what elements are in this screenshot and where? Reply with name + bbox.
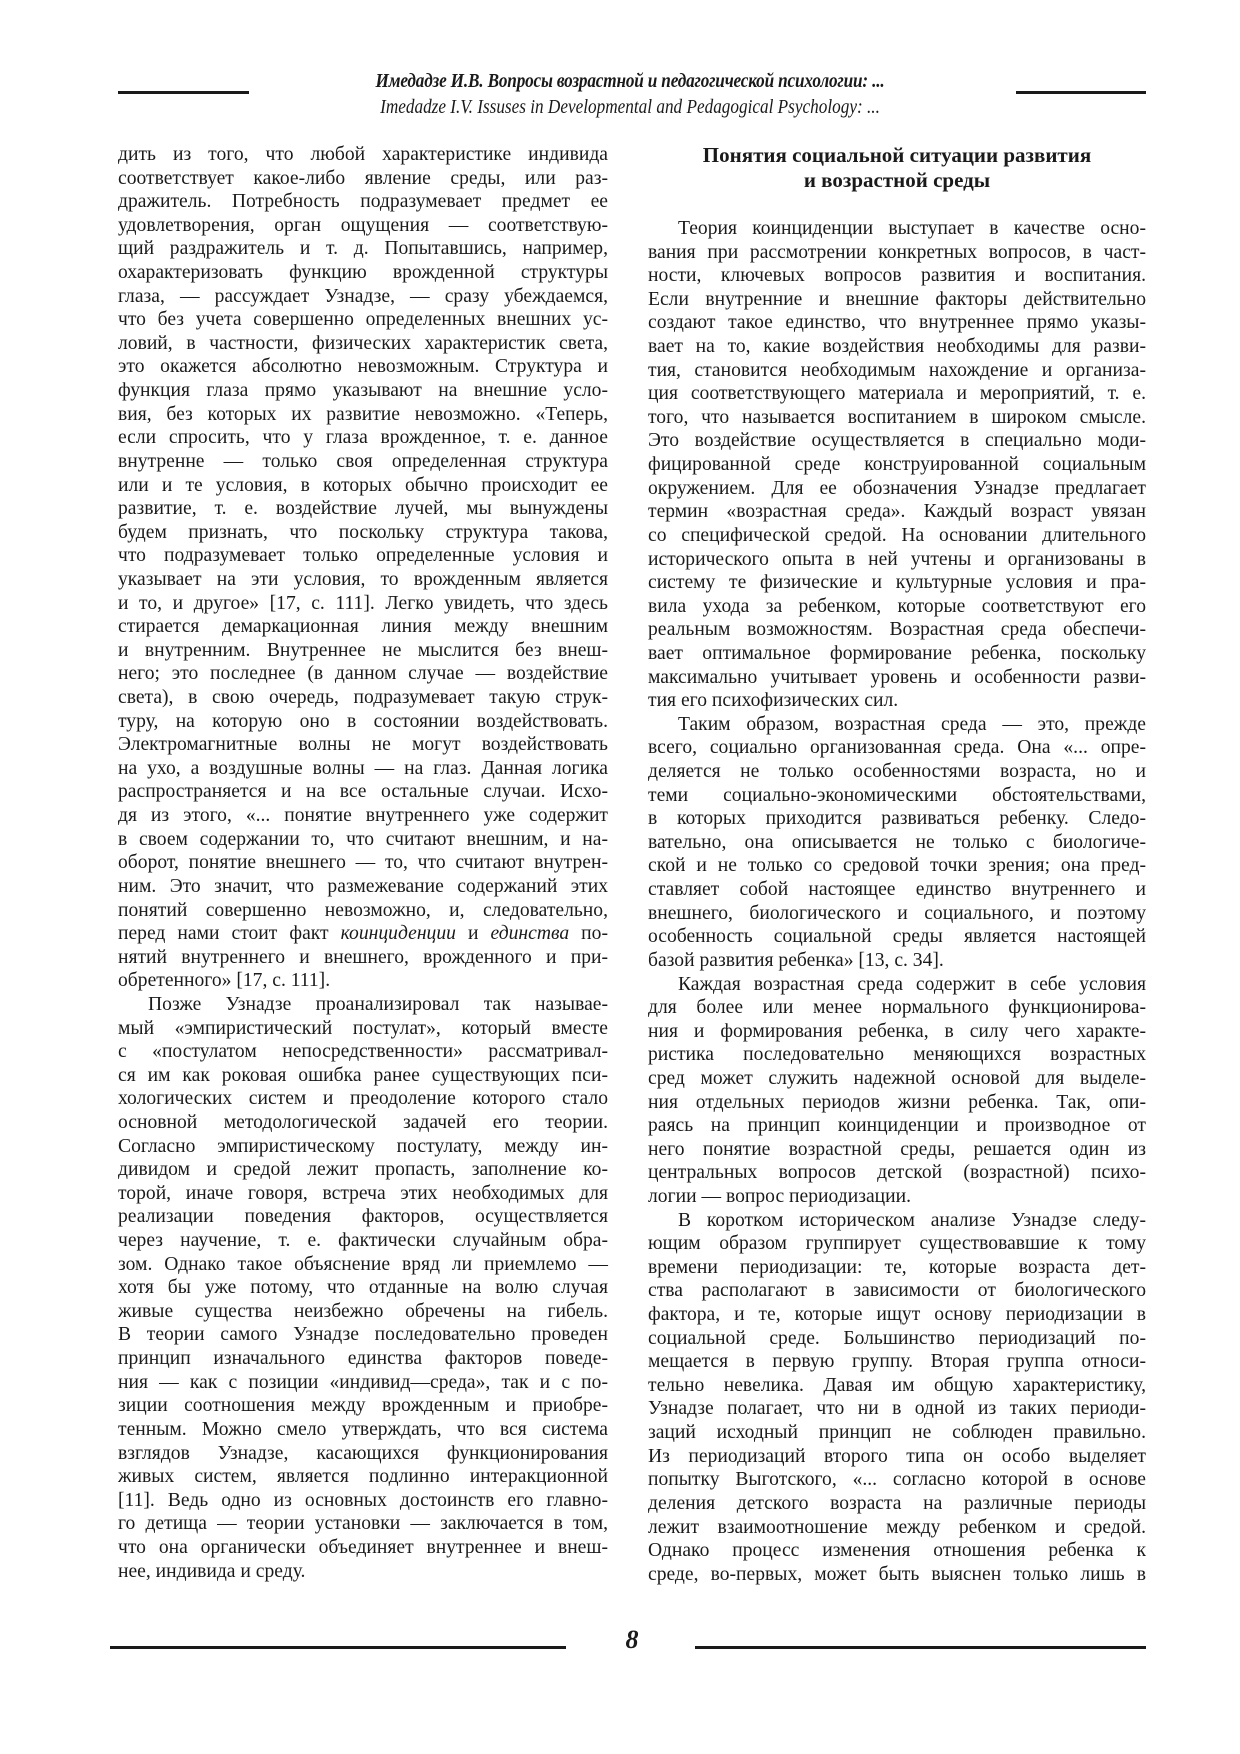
text-line: Согласно эмпиристическому постулату, между ин- [118,1135,608,1157]
paragraph-right-3 [648,973,1146,1209]
left-column [118,143,608,1583]
text-line: на ухо, а воздушные волны — на глаз. Данная логика [118,757,608,779]
text-line: вия, без которых их развитие невозможно. «Теперь, [118,403,608,425]
paragraph-right-4 [648,1209,1146,1587]
text-line: если спросить, что у глаза врожденное, т. е. данное [118,427,608,449]
text-line: указывает на эти условия, то врожденным является [118,568,608,590]
text-line: будем признать, что поскольку структура такова, [118,521,608,543]
text-line: мый «эмпиристический постулат», который вместе [118,1017,608,1039]
text-line: света), в свою очередь, подразумевает такую струк- [118,687,608,709]
text-line: щий раздражитель и т. д. Попытавшись, например, [118,238,608,260]
text-line: всего, социально организованная среда. Она «... опре- [648,737,1146,759]
text-line: соответствует какое-либо явление среды, или раз- [118,167,608,189]
section-heading [648,143,1146,217]
text-line: зиции соотношения между врожденным и приобре- [118,1395,608,1417]
text-line: распространяется и на все остальные случаи. Исхо- [118,781,608,803]
text-line: ся им как роковая ошибка ранее существующих пси- [118,1064,608,1086]
text-line: В коротком историческом анализе Узнадзе следу- [678,1209,1146,1231]
text-line: в своем содержании то, что считают внешним, и на- [118,828,608,850]
text-line: глаза, — рассуждает Узнадзе, — сразу убеждаемся, [118,285,608,307]
text-line: дивидом и средой лежит пропасть, заполнение ко- [118,1159,608,1181]
text-line: [11]. Ведь одно из основных достоинств его главно- [118,1489,608,1511]
text-line: что подразумевает только определенные условия и [118,545,608,567]
text-line: деления детского возраста на различные периоды [648,1492,1146,1514]
text-line: ция соответствующего материала и мероприятий, т. е. [648,383,1146,405]
text-line: принцип изначального единства факторов поведе- [118,1348,608,1370]
text-line: теми социально-экономическими обстоятельствами, [648,784,1146,806]
text-line: фактора, и те, которые ищут основу периодизации в [648,1304,1146,1326]
paragraph-left-1 [118,143,608,922]
text-line: ристика последовательно меняющихся возрастных [648,1044,1146,1066]
section-heading-line-2: и возрастной среды [803,168,991,192]
paragraph-right-1 [648,217,1146,713]
text-line: Однако процесс изменения отношения ребенка к [648,1540,1146,1562]
text-line: реализации поведения факторов, осуществляется [118,1206,608,1228]
text-line: хотя бы уже потому, что отданные на волю случая [118,1277,608,1299]
text-line: понятий совершенно невозможно, и, следовательно, [118,899,608,921]
term-unity: единства [490,923,570,945]
text-line: ности, ключевых вопросов развития и воспитания. [648,265,1146,287]
text-line: логии — вопрос периодизации. [648,1185,911,1207]
text-line: это окажется абсолютно невозможным. Структура и [118,356,608,378]
text-line: ловий, в частности, физических характеристик света, [118,332,608,354]
text-line: стирается демаркационная линия между внешним [118,616,608,638]
text-line: развитие, т. е. воздействие лучей, мы вынуждены [118,498,608,520]
text-line: тия, становится необходимым нахождение и организа- [648,359,1146,381]
text-line: ской и не только со средовой точки зрения; она пред- [648,855,1146,877]
text-line: нее, индивида и среду. [118,1560,306,1582]
footer-rule-left [110,1646,566,1649]
paragraph-left-1-end [118,946,608,993]
text-line: дить из того, что любой характеристике индивида [118,144,608,165]
header-title-en: Imedadze I.V. Issuses in Developmental and Pedagogical Psychology: ... [380,96,880,118]
text-line: ния отдельных периодов жизни ребенка. Так, опи- [648,1091,1146,1113]
text-fragment: по- [569,923,608,945]
text-line: дя из этого, «... понятие внутреннего уже содержит [118,805,608,827]
text-line: исторического опыта в ней учтены и организованы в [648,548,1146,570]
text-line: особенность социальной среды является настоящей [648,926,1146,948]
text-line: и внутренним. Внутреннее не мыслится без внеш- [118,639,608,661]
header-rule-left [118,91,249,94]
text-line: или и те условия, в которых обычно происходит ее [118,474,608,496]
text-fragment: и [455,923,491,945]
text-line: живые существа неизбежно обречены на гибель. [118,1300,608,1322]
text-line: с «постулатом непосредственности» рассматривал- [118,1041,608,1063]
text-line: Таким образом, возрастная среда — это, прежде [678,713,1146,735]
text-line: раясь на принцип коинциденции и производное от [648,1115,1146,1137]
text-line: основной методологической задачей его теории. [118,1111,608,1133]
text-line: функция глаза прямо указывают на внешние усло- [118,380,608,402]
text-line: внутренне — только своя определенная структура [118,450,608,472]
text-line: Электромагнитные волны не могут воздействовать [118,734,608,756]
text-line: Позже Узнадзе проанализировал так называе- [148,993,608,1015]
text-line: тенным. Можно смело утверждать, что вся система [118,1418,608,1440]
text-line: ющим образом группирует существовавшие к тому [648,1233,1146,1255]
text-line: создают такое единство, что внутреннее прямо указы- [648,312,1146,334]
page-number: 8 [625,1625,639,1654]
text-line: ния и формирования ребенка, в силу чего характе- [648,1020,1146,1042]
section-heading-line-1: Понятия социальной ситуации развития [702,143,1092,167]
text-line: вательно, она описывается не только с биологиче- [648,831,1146,853]
text-line-italic [118,922,608,946]
text-line: обретенного» [17, с. 111]. [118,970,331,992]
text-line: туру, на которую оно в состоянии воздействовать. [118,710,608,732]
text-line: лежит взаимоотношение между ребенком и средой. [648,1516,1146,1538]
text-line: Теория коинциденции выступает в качестве осно- [678,218,1146,239]
text-line: ства располагают в зависимости от биологического [648,1280,1146,1302]
text-line: для более или менее нормального функционирова- [648,997,1146,1019]
paragraph-left-2 [118,993,608,1583]
text-line: среде, во-первых, может быть выяснен только лишь в [648,1563,1146,1585]
text-line: тия его психофизических сил. [648,690,899,712]
footer-rule-right [695,1646,1146,1649]
text-line: ния — как с позиции «индивид—среда», так и с по- [118,1371,608,1393]
text-line: Узнадзе полагает, что ни в одной из таких периоди- [648,1398,1146,1420]
text-line: что она органически объединяет внутреннее и внеш- [118,1536,608,1558]
text-line: термин «возрастная среда». Каждый возраст увязан [648,501,1146,523]
text-line: в которых приходится развиваться ребенку. Следо- [648,808,1146,830]
text-line: ним. Это значит, что размежевание содержаний этих [118,875,608,897]
text-line: вила ухода за ребенком, которые соответствуют его [648,595,1146,617]
text-line: со специфической средой. На основании длительного [648,524,1146,546]
text-line: времени периодизации: те, которые возраста дет- [648,1256,1146,1278]
header-rule-right [1016,91,1146,94]
text-line: взглядов Узнадзе, касающихся функционирования [118,1442,608,1464]
right-column [648,143,1146,1586]
text-line: Это воздействие осуществляется в специально моди- [648,430,1146,452]
text-line: Если внутренние и внешние факторы действительно [648,288,1146,310]
text-line: окружением. Для ее обозначения Узнадзе предлагает [648,477,1146,499]
text-line: максимально учитывает уровень и особенности разви- [648,666,1146,688]
text-line: центральных вопросов детской (возрастной) психо- [648,1162,1146,1184]
text-line: зом. Однако такое объяснение вряд ли приемлемо — [118,1253,608,1275]
text-line: го детища — теории установки — заключается в том, [118,1513,608,1535]
text-line: В теории самого Узнадзе последовательно проведен [118,1324,608,1346]
header-title-ru: Имедадзе И.В. Вопросы возрастной и педагогической психологии: ... [375,70,885,92]
text-line: реальным возможностям. Возрастная среда обеспечи- [648,619,1146,641]
text-line: базой развития ребенка» [13, с. 34]. [648,949,944,971]
text-line: живых систем, является подлинно интеракционной [118,1466,608,1488]
text-fragment: перед нами стоит факт [118,923,341,945]
text-line: вает оптимальное формирование ребенка, поскольку [648,642,1146,664]
text-line: оборот, понятие внешнего — то, что считают внутрен- [118,852,608,874]
text-line: того, что называется воспитанием в широком смысле. [648,406,1146,428]
text-line: него; это последнее (в данном случае — воздействие [118,663,608,685]
text-line: нятий внутреннего и внешнего, врожденного и при- [118,946,608,968]
text-line: ставляет собой настоящее единство внутреннего и [648,879,1146,901]
text-line: и то, и другое» [17, с. 111]. Легко увидеть, что здесь [118,592,608,614]
running-header [0,62,1240,122]
text-line: него понятие возрастной среды, решается один из [648,1138,1146,1160]
text-line: дражитель. Потребность подразумевает предмет ее [118,191,608,213]
text-line: через научение, т. е. фактически случайным обра- [118,1230,608,1252]
text-line: внешнего, биологического и социального, и поэтому [648,902,1146,924]
text-line: социальной среде. Большинство периодизаций по- [648,1327,1146,1349]
text-line: сред может служить надежной основой для выделе- [648,1067,1146,1089]
text-line: охарактеризовать функцию врожденной структуры [118,262,608,284]
text-line: фицированной среде конструированной социальным [648,454,1146,476]
text-line: мещается в первую группу. Вторая группа относи- [648,1351,1146,1373]
text-line: заций исходный принцип не соблюден правильно. [648,1422,1146,1444]
text-line: Из периодизаций второго типа он особо выделяет [648,1445,1146,1467]
text-line: удовлетворения, орган ощущения — соответствую- [118,214,608,236]
text-line: Каждая возрастная среда содержит в себе условия [678,973,1146,995]
text-line: что без учета совершенно определенных внешних ус- [118,309,608,331]
text-line: тельно невелика. Давая им общую характеристику, [648,1374,1146,1396]
text-line: торой, иначе говоря, встреча этих необходимых для [118,1182,608,1204]
term-coincidence: коинциденции [340,923,456,945]
paragraph-right-2 [648,713,1146,973]
text-line: вания при рассмотрении конкретных вопросов, в част- [648,241,1146,263]
text-line: систему те физические и культурные условия и пра- [648,572,1146,594]
text-line: хологических систем и преодоление которого стало [118,1088,608,1110]
text-line: деляется не только особенностями возраста, но и [648,761,1146,783]
text-line: попытку Выготского, «... согласно которой в основе [648,1469,1146,1491]
text-line: вает на то, какие воздействия необходимы для разви- [648,336,1146,358]
